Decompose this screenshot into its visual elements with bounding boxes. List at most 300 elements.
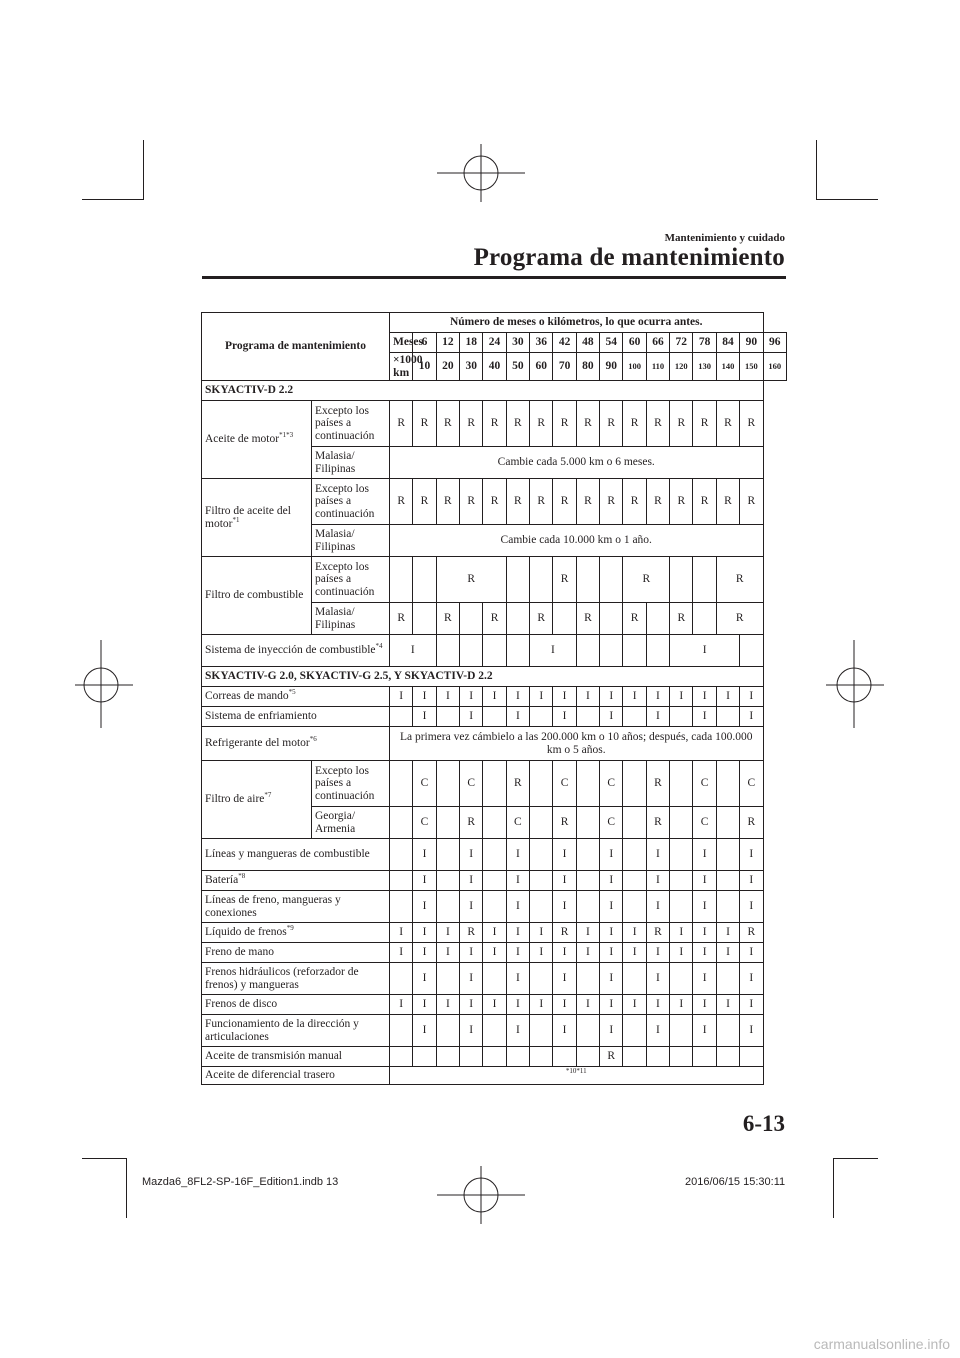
schedule-value: I [600,943,623,963]
km-header: 40 [483,353,506,381]
schedule-value: I [553,871,576,891]
table-row [202,839,787,871]
schedule-value: R [646,761,669,807]
km-header: 160 [763,353,787,381]
schedule-value: I [600,839,623,871]
table-row [202,963,787,995]
schedule-value: R [716,401,739,447]
region-label: Excepto los países a continuación [312,401,390,447]
schedule-value: I [600,707,623,727]
region-label: Excepto los países a continuación [312,761,390,807]
maintenance-table [201,312,787,1085]
schedule-value [670,807,693,839]
schedule-value [530,871,553,891]
schedule-value [506,635,529,667]
schedule-value [483,1047,506,1067]
schedule-value: I [646,839,669,871]
schedule-value: I [693,871,716,891]
schedule-value: I [390,923,413,943]
schedule-value [436,963,459,995]
schedule-value [716,839,739,871]
table-row [202,401,787,447]
table-row [202,635,787,667]
schedule-value [740,635,763,667]
km-header: 50 [506,353,529,381]
schedule-value: R [716,603,763,635]
schedule-value: I [646,687,669,707]
watermark: carmanualsonline.info [813,1336,950,1352]
row-label-direccion [202,1015,390,1047]
km-header: 130 [693,353,716,381]
month-header: 72 [670,333,693,353]
schedule-value [483,871,506,891]
schedule-value: C [413,761,436,807]
schedule-value: I [600,923,623,943]
schedule-value [530,839,553,871]
schedule-value: R [530,401,553,447]
schedule-value [670,707,693,727]
schedule-value: I [506,707,529,727]
schedule-value: I [506,963,529,995]
row-label-text: Filtro de combustible [205,589,304,602]
schedule-value [670,839,693,871]
row-label-filtro_aire [202,761,312,839]
schedule-value: R [413,401,436,447]
schedule-value: R [646,401,669,447]
schedule-value [390,807,413,839]
schedule-value: I [576,687,599,707]
footnote-ref: *1*3 [279,431,294,440]
schedule-value: I [553,1015,576,1047]
schedule-value: I [623,943,646,963]
schedule-value: R [483,401,506,447]
schedule-value: I [740,943,763,963]
schedule-value [623,707,646,727]
table-row [202,381,787,401]
schedule-value: I [506,687,529,707]
row-label-aceite_motor [202,401,312,479]
row-label-bateria [202,871,390,891]
schedule-value: I [530,995,553,1015]
schedule-value: I [693,687,716,707]
schedule-value [740,1047,763,1067]
schedule-value: I [483,943,506,963]
schedule-value [623,1047,646,1067]
schedule-value: I [506,995,529,1015]
schedule-value: I [436,923,459,943]
schedule-value: R [506,479,529,525]
schedule-value [576,707,599,727]
schedule-value [436,1015,459,1047]
schedule-value: I [460,1015,483,1047]
row-label-frenos_hidr [202,963,390,995]
schedule-value [670,1047,693,1067]
schedule-value: R [646,923,669,943]
schedule-value [623,963,646,995]
schedule-value: R [740,923,763,943]
schedule-value: R [436,603,459,635]
schedule-value: R [460,479,483,525]
schedule-value: R [553,557,576,603]
row-label-filtro_aceite [202,479,312,557]
schedule-value [623,761,646,807]
schedule-value [390,761,413,807]
schedule-value [670,871,693,891]
schedule-value [530,707,553,727]
schedule-value [576,871,599,891]
schedule-value [670,761,693,807]
row-label-text: Aceite de transmisión manual [205,1050,343,1063]
schedule-value: I [693,839,716,871]
km-header: 30 [460,353,483,381]
row-label-inyeccion [202,635,390,667]
km-header: 110 [646,353,669,381]
schedule-value: I [600,995,623,1015]
schedule-value: I [413,707,436,727]
schedule-value [576,1015,599,1047]
row-label-text: Frenos hidráulicos (reforzador de frenos) y mangueras [205,966,359,991]
schedule-value [646,635,669,667]
schedule-value: I [460,839,483,871]
schedule-value: R [623,479,646,525]
schedule-value: I [413,871,436,891]
schedule-value: C [506,807,529,839]
row-label-lineas_freno [202,891,390,923]
schedule-value [390,963,413,995]
footnote-ref: *1 [232,515,240,524]
schedule-value: I [553,707,576,727]
region-label: Malasia/ Filipinas [312,447,390,479]
schedule-value: I [506,891,529,923]
page-title: Programa de mantenimiento [473,244,785,271]
schedule-value: I [436,687,459,707]
schedule-value: I [646,1015,669,1047]
schedule-value: C [460,761,483,807]
schedule-value: R [460,923,483,943]
schedule-value [436,1047,459,1067]
footnote-ref: *5 [288,688,296,697]
schedule-value: R [553,479,576,525]
km-header: 60 [530,353,553,381]
region-label: Georgia/ Armenia [312,807,390,839]
schedule-value [576,1047,599,1067]
section-header: Mantenimiento y cuidado [664,232,785,244]
section-heading: SKYACTIV-G 2.0, SKYACTIV-G 2.5, Y SKYACTIV-D 2.2 [202,667,764,687]
schedule-value: I [553,943,576,963]
schedule-value [483,839,506,871]
schedule-value [413,557,436,603]
schedule-value [716,1047,739,1067]
section-heading: SKYACTIV-D 2.2 [202,381,764,401]
schedule-value [716,1015,739,1047]
schedule-value: R [576,603,599,635]
schedule-value [576,807,599,839]
schedule-value [600,635,623,667]
table-row [202,871,787,891]
schedule-value: C [413,807,436,839]
km-label: ×1000 km [390,353,413,381]
schedule-value [390,871,413,891]
row-label-text: Líneas de freno, mangueras y conexiones [205,894,341,919]
schedule-value [623,635,646,667]
schedule-value: I [530,923,553,943]
schedule-value: I [693,1015,716,1047]
schedule-value: I [623,995,646,1015]
km-header: 80 [576,353,599,381]
schedule-value [670,1015,693,1047]
schedule-value: I [576,995,599,1015]
schedule-value: I [413,995,436,1015]
footnote-ref: *8 [238,872,246,881]
schedule-value [390,1047,413,1067]
region-label: Malasia/ Filipinas [312,603,390,635]
schedule-value [530,761,553,807]
schedule-value [436,871,459,891]
month-header: 78 [693,333,716,353]
schedule-value: I [693,891,716,923]
schedule-value: I [693,963,716,995]
schedule-value [460,635,483,667]
month-header: 12 [436,333,459,353]
month-header: 54 [600,333,623,353]
footer-stamp: 2016/06/15 15:30:11 [685,1176,786,1188]
schedule-value: I [506,1015,529,1047]
month-header: 24 [483,333,506,353]
schedule-value [413,603,436,635]
schedule-value: I [740,963,763,995]
month-header: 42 [553,333,576,353]
schedule-value [670,891,693,923]
km-header: 140 [716,353,739,381]
schedule-value: I [460,687,483,707]
schedule-value [623,891,646,923]
schedule-value: R [390,401,413,447]
schedule-value: I [600,1015,623,1047]
schedule-value [623,807,646,839]
month-header: 84 [716,333,739,353]
schedule-value: I [646,707,669,727]
schedule-value [530,557,553,603]
schedule-value [576,557,599,603]
schedule-value: R [436,557,506,603]
schedule-value [390,1015,413,1047]
month-header: 60 [623,333,646,353]
schedule-value: R [390,603,413,635]
row-label-text: Frenos de disco [205,998,278,1011]
row-label-transmision [202,1047,390,1067]
schedule-value [716,963,739,995]
month-header: 6 [413,333,436,353]
schedule-value [623,871,646,891]
schedule-value [670,557,693,603]
schedule-value: C [740,761,763,807]
schedule-value: I [670,943,693,963]
row-label-filtro_comb [202,557,312,635]
schedule-value: I [576,923,599,943]
schedule-value: I [460,943,483,963]
schedule-value: I [576,943,599,963]
row-label-liquido_frenos [202,923,390,943]
schedule-value [390,839,413,871]
schedule-value: R [483,603,506,635]
schedule-value [670,963,693,995]
schedule-value: C [553,761,576,807]
month-header: 18 [460,333,483,353]
schedule-value: R [623,603,646,635]
schedule-value: I [506,871,529,891]
schedule-value: R [670,479,693,525]
region-label: Malasia/ Filipinas [312,525,390,557]
footnote-ref: *6 [309,735,317,744]
table-row [202,479,787,525]
schedule-value [483,635,506,667]
schedule-value: C [693,761,716,807]
table-row [202,707,787,727]
footnote-ref: *7 [264,791,272,800]
schedule-value: R [740,479,763,525]
schedule-value: I [390,943,413,963]
row-label-lineas_comb [202,839,390,871]
schedule-value: R [740,401,763,447]
schedule-value: R [553,923,576,943]
schedule-value [436,807,459,839]
schedule-value: I [436,995,459,1015]
schedule-value [693,603,716,635]
schedule-value: R [670,603,693,635]
schedule-value: I [670,923,693,943]
footnote-only [390,1067,764,1085]
km-header: 100 [623,353,646,381]
schedule-value: R [530,603,553,635]
schedule-value [530,963,553,995]
km-header: 90 [600,353,623,381]
schedule-value: R [716,479,739,525]
table-row [202,1067,787,1085]
schedule-value [483,963,506,995]
schedule-value [553,1047,576,1067]
region-label: Excepto los países a continuación [312,479,390,525]
schedule-value: I [553,963,576,995]
schedule-value [506,1047,529,1067]
row-label-text: Correas de mando [205,690,289,703]
row-label-diferencial [202,1067,390,1085]
schedule-value: I [506,943,529,963]
schedule-value: I [670,687,693,707]
schedule-value: I [716,923,739,943]
schedule-value: R [693,479,716,525]
schedule-note: Cambie cada 10.000 km o 1 año. [390,525,764,557]
schedule-value [576,839,599,871]
schedule-value: I [553,891,576,923]
schedule-value [436,839,459,871]
schedule-value: R [506,401,529,447]
schedule-value: I [600,891,623,923]
schedule-value: I [390,635,437,667]
footnote-ref: *10*11 [565,1067,587,1076]
schedule-value: I [740,871,763,891]
schedule-value: I [623,687,646,707]
schedule-value: I [413,891,436,923]
schedule-value: I [740,995,763,1015]
row-label-text: Refrigerante del motor [205,737,310,750]
schedule-value [646,603,669,635]
row-label-text: Líneas y mangueras de combustible [205,848,370,861]
month-header: 66 [646,333,669,353]
schedule-value [413,1047,436,1067]
schedule-value: I [600,963,623,995]
schedule-value: I [483,923,506,943]
footnote-ref: *4 [375,642,383,651]
row-label-text: Sistema de enfriamiento [205,710,317,723]
schedule-value: I [740,707,763,727]
row-label-freno_mano [202,943,390,963]
region-label: Excepto los países a continuación [312,557,390,603]
schedule-value: I [670,995,693,1015]
schedule-value: R [600,479,623,525]
schedule-value [483,1015,506,1047]
schedule-value: I [390,687,413,707]
schedule-value: I [460,995,483,1015]
schedule-value: I [390,995,413,1015]
schedule-value: I [670,635,740,667]
schedule-value: I [740,891,763,923]
schedule-value: R [740,807,763,839]
table-row [202,1047,787,1067]
schedule-value: R [553,807,576,839]
row-label-text: Batería [205,874,239,887]
schedule-value: R [600,401,623,447]
schedule-value [716,761,739,807]
schedule-value: I [460,707,483,727]
schedule-value: C [693,807,716,839]
schedule-value: I [646,995,669,1015]
schedule-value [576,635,599,667]
table-caption: Número de meses o kilómetros, lo que ocurra antes. [390,313,764,333]
schedule-value [390,891,413,923]
row-label-text: Filtro de aire [205,793,265,806]
schedule-value [506,603,529,635]
table-row [202,667,787,687]
schedule-value: I [506,839,529,871]
schedule-value: I [646,943,669,963]
schedule-value [600,603,623,635]
schedule-value: I [646,891,669,923]
row-label-enfriamiento [202,707,390,727]
table-row [202,687,787,707]
schedule-value [576,963,599,995]
schedule-value: I [646,871,669,891]
schedule-value [693,557,716,603]
schedule-value: R [506,761,529,807]
schedule-value [436,635,459,667]
schedule-value: I [716,943,739,963]
schedule-value [530,1015,553,1047]
schedule-value: I [413,839,436,871]
schedule-value [483,807,506,839]
schedule-value [390,707,413,727]
schedule-value: I [483,687,506,707]
schedule-value: I [413,963,436,995]
schedule-value [506,557,529,603]
schedule-value: I [716,995,739,1015]
schedule-value: R [413,479,436,525]
row-label-correas [202,687,390,707]
schedule-value [530,891,553,923]
schedule-value: I [413,1015,436,1047]
schedule-value: I [460,871,483,891]
footer-file: Mazda6_8FL2-SP-16F_Edition1.indb 13 [142,1176,339,1188]
table-row [202,923,787,943]
